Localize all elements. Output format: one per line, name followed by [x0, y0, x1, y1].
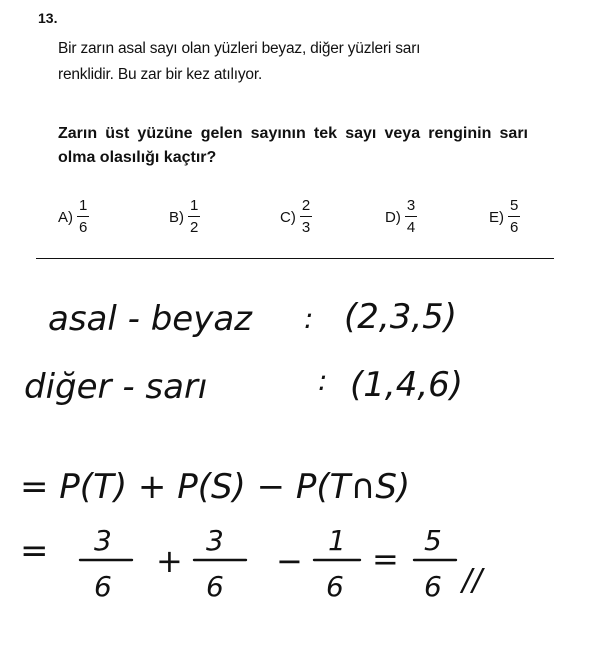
- option-c-numerator: 2: [300, 196, 312, 217]
- option-e-numerator: 5: [508, 196, 520, 217]
- hw-term2-denominator: 6: [206, 570, 224, 603]
- hw-term2-numerator: 3: [206, 524, 224, 557]
- option-c-letter: C): [280, 209, 296, 226]
- option-d-fraction: [405, 196, 417, 237]
- section-divider: [36, 258, 554, 259]
- hw-term1-numerator: 3: [94, 524, 112, 557]
- option-b-letter: B): [169, 209, 184, 226]
- hw-line2-set: (1,4,6): [350, 365, 464, 405]
- option-c-denominator: 3: [301, 219, 311, 236]
- answer-options: [58, 196, 528, 246]
- option-e-letter: E): [489, 209, 504, 226]
- hw-line2-colon: :: [318, 364, 328, 397]
- stem-line-1: Bir zarın asal sayı olan yüzleri beyaz, diğer yüzleri sarı: [58, 40, 421, 57]
- option-c[interactable]: [280, 196, 312, 237]
- question-prompt: Zarın üst yüzüne gelen sayının tek sayı veya renginin sarı olma olasılığı kaçtır?: [58, 125, 528, 166]
- option-a-letter: A): [58, 209, 73, 226]
- hw-line3-formula: = P(T) + P(S) − P(T∩S): [20, 467, 411, 507]
- question-stem: [58, 36, 558, 88]
- option-d-denominator: 4: [406, 219, 416, 236]
- hw-term3-denominator: 6: [326, 570, 344, 603]
- option-e-fraction: [508, 196, 520, 237]
- hw-line1-set: (2,3,5): [344, 297, 458, 337]
- option-b[interactable]: [169, 196, 200, 237]
- hw-equals: =: [372, 540, 399, 578]
- hw-term3-numerator: 1: [328, 524, 346, 557]
- hw-plus: +: [156, 542, 183, 580]
- option-d-numerator: 3: [405, 196, 417, 217]
- hw-end-mark: //: [462, 563, 483, 598]
- option-c-fraction: [300, 196, 312, 237]
- option-e-denominator: 6: [510, 219, 519, 236]
- hw-term1-denominator: 6: [94, 570, 112, 603]
- hw-line2-label: diğer - sarı: [24, 367, 208, 407]
- option-b-fraction: [188, 196, 200, 237]
- hw-minus: −: [276, 542, 303, 580]
- option-a-numerator: 1: [77, 196, 89, 217]
- option-a[interactable]: [58, 196, 89, 237]
- hw-line1-label: asal - beyaz: [48, 299, 253, 339]
- option-a-denominator: 6: [79, 219, 88, 236]
- option-b-numerator: 1: [188, 196, 200, 217]
- handwritten-solution: [0, 280, 590, 648]
- option-d[interactable]: [385, 196, 417, 237]
- question-number: 13.: [38, 10, 58, 26]
- hw-line4-equals: =: [20, 531, 49, 571]
- hw-result-denominator: 6: [424, 570, 442, 603]
- option-e[interactable]: [489, 196, 520, 237]
- option-b-denominator: 2: [190, 219, 199, 236]
- stem-line-2: renklidir. Bu zar bir kez atılıyor.: [58, 66, 263, 83]
- option-d-letter: D): [385, 209, 401, 226]
- option-a-fraction: [77, 196, 89, 237]
- hw-result-numerator: 5: [424, 524, 442, 557]
- hw-line1-colon: :: [304, 302, 314, 335]
